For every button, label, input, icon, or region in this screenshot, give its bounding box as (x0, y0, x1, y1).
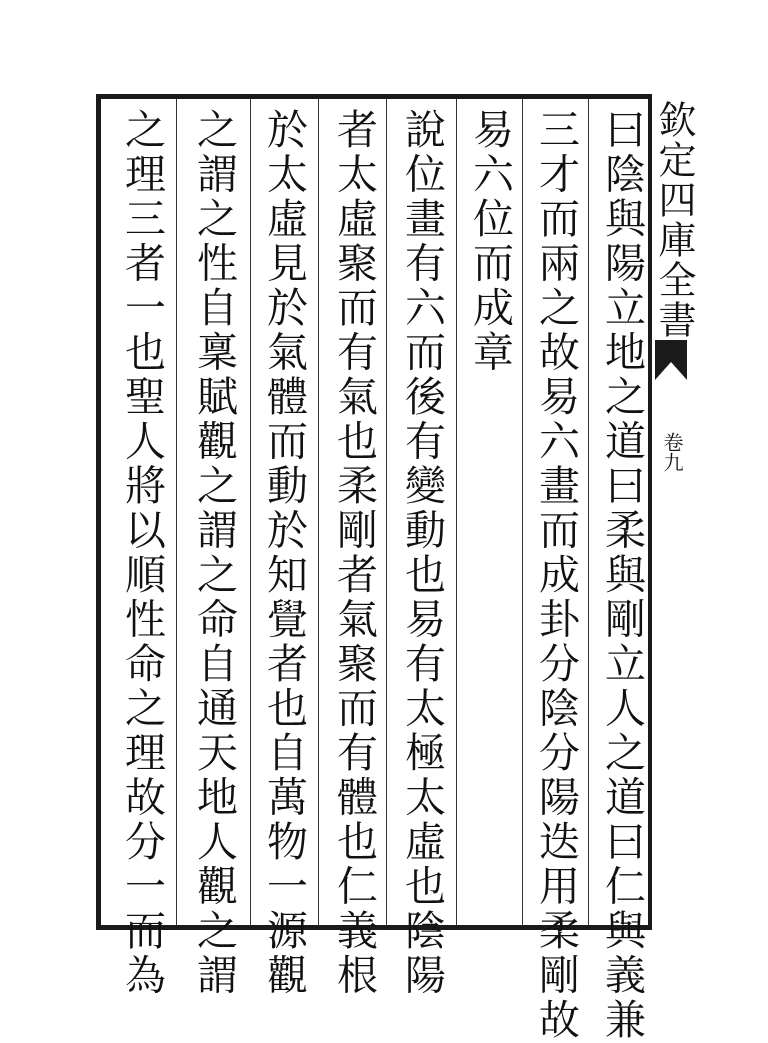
text-column-5: 者太虛聚而有氣也柔剛者氣聚而有體也仁義根 (330, 108, 378, 998)
column-rule (386, 99, 387, 925)
fishtail-mark-icon (655, 340, 687, 380)
frame-top-border (96, 94, 652, 99)
column-rule (250, 99, 251, 925)
column-rule (456, 99, 457, 925)
volume-number: 卷九 (660, 432, 684, 472)
text-column-3: 易六位而成章 (466, 108, 514, 375)
text-column-7: 之謂之性自稟賦觀之謂之命自通天地人觀之謂 (190, 108, 238, 998)
column-rule (318, 99, 319, 925)
column-rule (588, 99, 589, 925)
text-column-8: 之理三者一也聖人將以順性命之理故分一而為 (118, 108, 166, 998)
book-title-margin: 欽定四庫全書 (652, 100, 696, 340)
text-column-6: 於太虛見於氣體而動於知覺者也自萬物一源觀 (260, 108, 308, 998)
text-column-4: 說位畫有六而後有變動也易有太極太虛也陰陽 (398, 108, 446, 998)
text-column-1: 曰陰與陽立地之道曰柔與剛立人之道曰仁與義兼 (598, 108, 646, 1043)
column-rule (522, 99, 523, 925)
frame-left-border (96, 94, 101, 930)
text-column-2: 三才而兩之故易六畫而成卦分陰分陽迭用柔剛故 (532, 108, 580, 1043)
column-rule (176, 99, 177, 925)
